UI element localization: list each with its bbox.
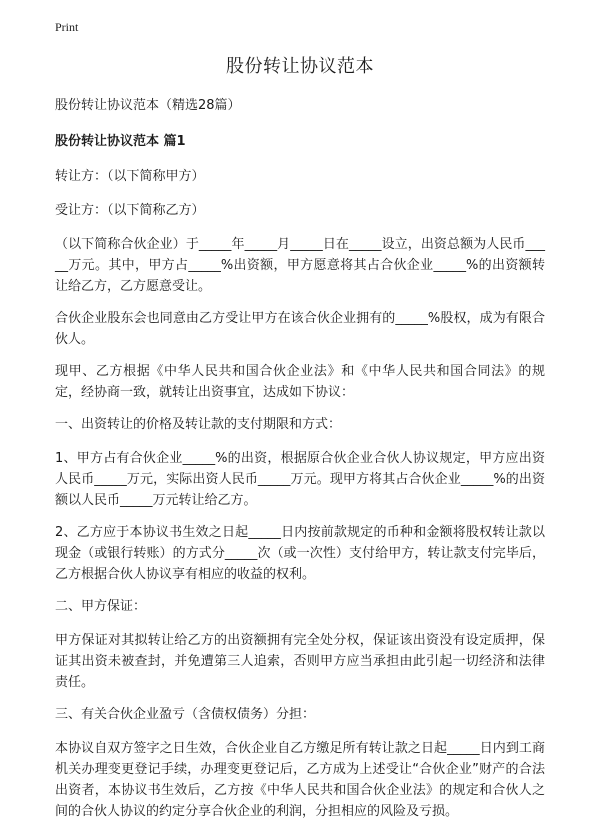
section-heading: 股份转让协议范本 篇1: [55, 134, 186, 149]
paragraph-enterprise-intro: （以下简称合伙企业）于_____年_____月_____日在_____设立，出资总额为人民币_____万元。其中，甲方占_____%出资额，甲方愿意将其占合伙企业_____%的出资额转让给乙方，乙方愿意受让。: [55, 237, 545, 294]
paragraph-clause-2: 2、乙方应于本协议书生效之日起_____日内按前款规定的币种和金额将股权转让款以现金（或银行转账）的方式分_____次（或一次性）支付给甲方，转让款支付完毕后，乙方根据合伙人协议享有相应的收益的权利。: [55, 525, 545, 582]
paragraph-legal-basis: 现甲、乙方根据《中华人民共和国合伙企业法》和《中华人民共和国合同法》的规定，经协商一致，就转让出资事宜，达成如下协议：: [55, 364, 545, 400]
clause-heading-price: 一、出资转让的价格及转让款的支付期限和方式：: [55, 417, 342, 432]
document-title: 股份转让协议范本: [226, 56, 374, 77]
paragraph-transferee: 受让方：（以下简称乙方）: [55, 203, 205, 218]
paragraph-guarantee: 甲方保证对其拟转让给乙方的出资额拥有完全处分权，保证该出资没有设定质押，保证其出资未被查封，并免遭第三人追索，否则甲方应当承担由此引起一切经济和法律责任。: [55, 633, 545, 690]
clause-heading-guarantee: 二、甲方保证：: [55, 599, 147, 614]
document-body: [55, 52, 545, 833]
clause-heading-profit-loss: 三、有关合伙企业盈亏（含债权债务）分担：: [55, 707, 316, 722]
print-link[interactable]: Print: [55, 20, 79, 34]
document-subtitle: 股份转让协议范本（精选28篇）: [55, 98, 241, 113]
paragraph-clause-1: 1、甲方占有合伙企业_____%的出资，根据原合伙企业合伙人协议规定，甲方应出资人民币_____万元，实际出资人民币_____万元。现甲方将其占合伙企业_____%的出资额以人民币_____万元转让给乙方。: [55, 451, 545, 508]
paragraph-transferor: 转让方：（以下简称甲方）: [55, 169, 205, 184]
paragraph-profit-loss: 本协议自双方签字之日生效，合伙企业自乙方缴足所有转让款之日起_____日内到工商机关办理变更登记手续，办理变更登记后，乙方成为上述受让“合伙企业”财产的合法出资者，本协议书生效后，乙方按《中华人民共和国合伙企业法》的规定和合伙人之间的合伙人协议的约定分享合伙企业的利润，分担相应的风险及亏损。: [55, 741, 545, 819]
paragraph-shareholder-consent: 合伙企业股东会也同意由乙方受让甲方在该合伙企业拥有的_____%股权，成为有限合伙人。: [55, 311, 545, 347]
